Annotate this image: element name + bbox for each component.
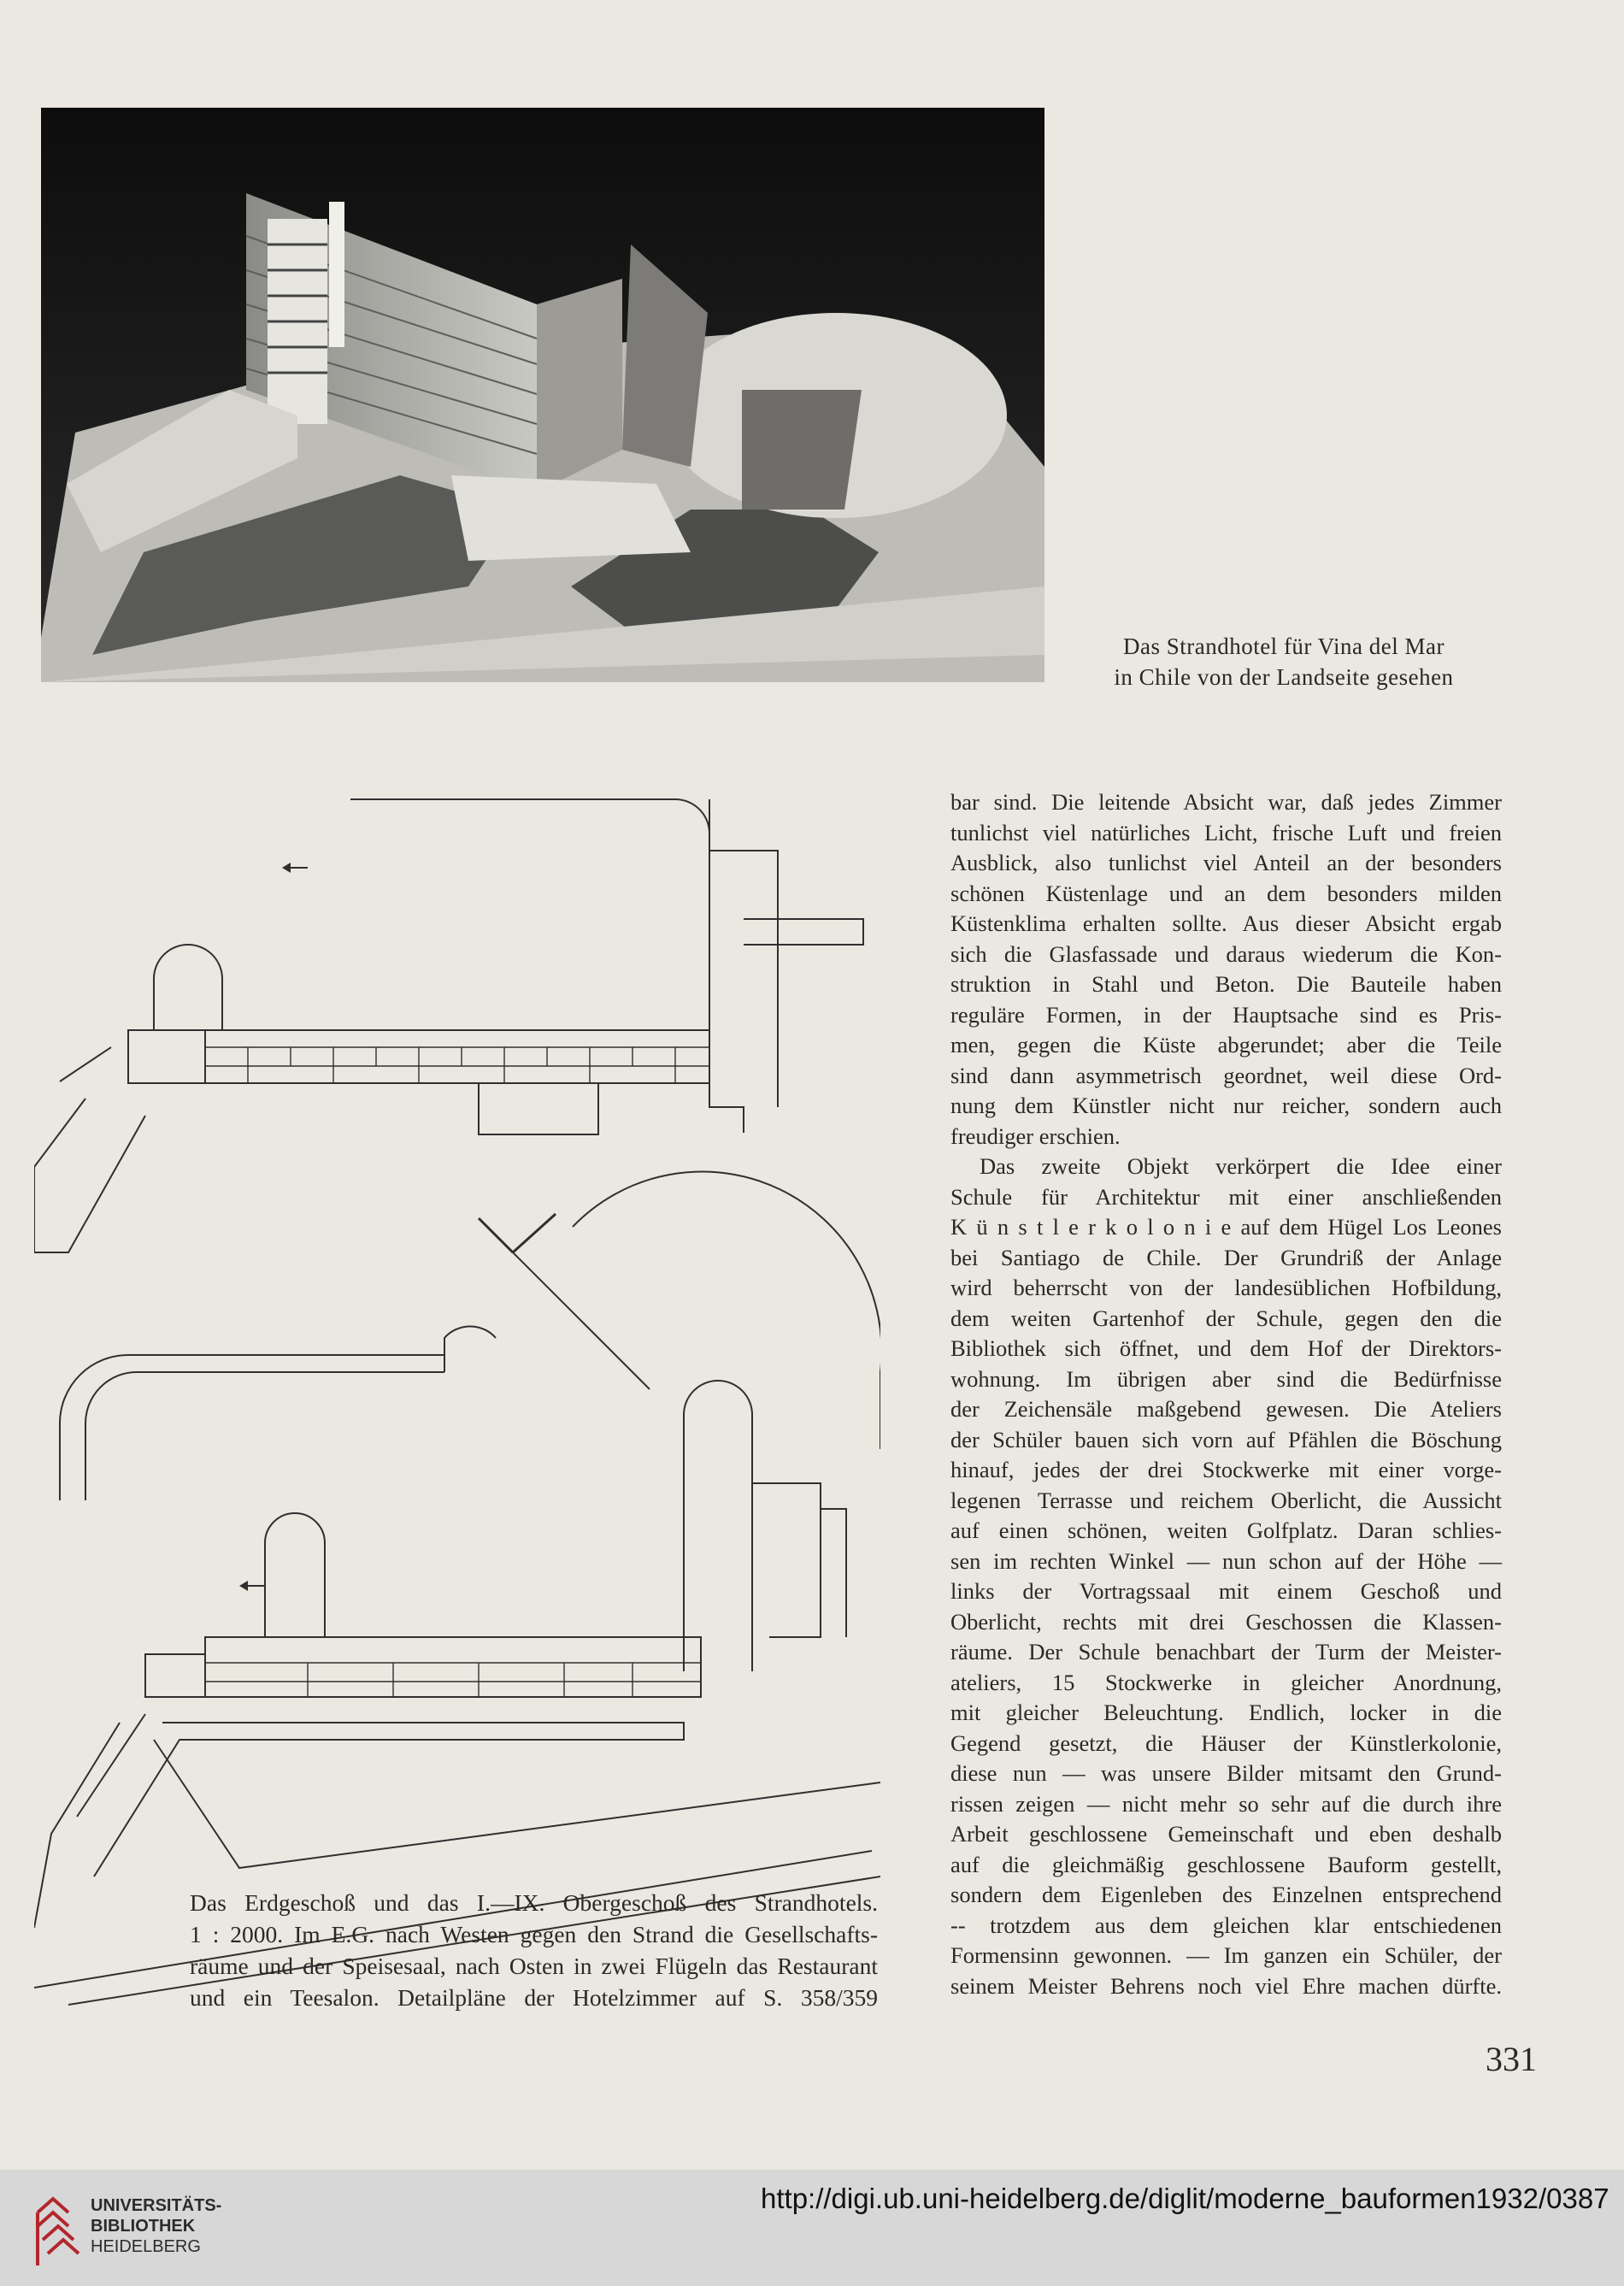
text-line: sen im rechten Winkel — nun schon auf der Höhe — <box>950 1547 1502 1574</box>
plan-caption <box>190 1887 878 2013</box>
text-line: men, gegen die Küste abgerundet; aber die Teile <box>950 1032 1502 1058</box>
text-line: mit gleicher Beleuchtung. Endlich, locker in die <box>950 1700 1502 1725</box>
text-line: reguläre Formen, in der Hauptsache sind es Pris- <box>950 1001 1502 1028</box>
text-line: der Schüler bauen sich vorn auf Pfählen die Böschung <box>950 1426 1502 1452</box>
text-line: bar sind. Die leitende Absicht war, daß jedes Zimmer <box>950 789 1502 815</box>
text-line: Arbeit geschlossene Gemeinschaft und eben deshalb <box>950 1821 1502 1847</box>
text-line: struktion in Stahl und Beton. Die Bauteile haben <box>950 971 1502 997</box>
text-line: dem weiten Gartenhof der Schule, gegen den die <box>950 1305 1502 1331</box>
text-line: freudiger erschien. <box>950 1122 1121 1149</box>
text-line: K ü n s t l e r k o l o n i e auf dem Hügel Los Leones <box>950 1214 1502 1240</box>
text-line: diese nun — was unsere Bilder mitsamt den Grund- <box>950 1760 1502 1786</box>
text-line: räume. Der Schule benachbart der Turm der Meister- <box>950 1639 1502 1664</box>
text-line: wohnung. Im übrigen aber sind die Bedürfnisse <box>950 1365 1502 1392</box>
text-line: seinem Meister Behrens noch viel Ehre machen dürfte. <box>950 1972 1502 1999</box>
text-line: Oberlicht, rechts mit drei Geschossen die Klassen- <box>950 1608 1502 1635</box>
library-logo-icon <box>34 2187 82 2269</box>
photo-caption-line: Das Strandhotel für Vina del Mar <box>1122 633 1445 659</box>
text-line: ateliers, 15 Stockwerke in gleicher Anordnung, <box>950 1669 1502 1695</box>
page-number: 331 <box>1486 2040 1537 2078</box>
text-line: Ausblick, also tunlichst viel Anteil an der besonders <box>950 850 1502 875</box>
text-line: nung dem Künstler nicht nur reicher, sondern auch <box>950 1093 1502 1118</box>
text-line: Formensinn gewonnen. — Im ganzen ein Schüler, der <box>950 1942 1502 1968</box>
plan-caption-line: 1 : 2000. Im E.G. nach Westen gegen den Strand die Gesellschafts- <box>190 1921 878 1947</box>
text-line: links der Vortragssaal mit einem Geschoß und <box>950 1578 1502 1604</box>
text-line: der Zeichensäle maßgebend gewesen. Die Ateliers <box>950 1396 1502 1422</box>
plan-caption-line: und ein Teesalon. Detailpläne der Hotelzimmer auf S. 358/359 <box>190 1984 878 2011</box>
hotel-model-photo <box>41 108 1044 682</box>
text-line: -- trotzdem aus dem gleichen klar entschiedenen <box>950 1912 1502 1938</box>
text-line: sind dann asymmetrisch geordnet, weil diese Ord- <box>950 1062 1502 1088</box>
text-line: legenen Terrasse und reichem Oberlicht, die Aussicht <box>950 1487 1502 1513</box>
logo-line: BIBLIOTHEK <box>91 2217 196 2236</box>
text-line: Küstenklima erhalten sollte. Aus dieser Absicht ergab <box>950 910 1502 936</box>
text-line: auf einen schönen, weiten Golfplatz. Daran schlies- <box>950 1517 1502 1543</box>
text-line: auf die gleichmäßig geschlossene Bauform gestellt, <box>950 1851 1502 1877</box>
text-line: wird beherrscht von der landesüblichen Hofbildung, <box>950 1275 1502 1300</box>
plan-caption-line: räume und der Speisesaal, nach Osten in zwei Flügeln das Restaurant <box>190 1953 878 1979</box>
body-text-column <box>950 787 1502 2001</box>
text-line: tunlichst viel natürliches Licht, frische Luft und freien <box>950 819 1502 845</box>
logo-line: HEIDELBERG <box>91 2237 201 2256</box>
text-line: Das zweite Objekt verkörpert die Idee einer <box>980 1153 1502 1179</box>
photo-caption-line: in Chile von der Landseite gesehen <box>1114 664 1454 690</box>
text-line: bei Santiago de Chile. Der Grundriß der Anlage <box>950 1244 1502 1270</box>
text-line: sich die Glasfassade und daraus wiederum die Kon- <box>950 940 1502 967</box>
text-line: hinauf, jedes der drei Stockwerke mit einer vorge- <box>950 1457 1502 1482</box>
text-line: Schule für Architektur mit einer anschließenden <box>950 1183 1502 1210</box>
text-line: Gegend gesetzt, die Häuser der Künstlerkolonie, <box>950 1729 1502 1756</box>
text-line: schönen Küstenlage und an dem besonders milden <box>950 880 1502 906</box>
library-logo-text[interactable] <box>91 2195 221 2257</box>
text-line: sondern dem Eigenleben des Einzelnen entsprechend <box>950 1882 1502 1907</box>
logo-line: UNIVERSITÄTS- <box>91 2196 222 2215</box>
text-line: rissen zeigen — nicht mehr so sehr auf die durch ihre <box>950 1790 1502 1817</box>
floor-plans <box>34 774 880 2022</box>
text-line: Bibliothek sich öffnet, und dem Hof der Direktors- <box>950 1335 1502 1361</box>
photo-caption <box>1096 631 1472 692</box>
permalink-url[interactable]: http://digi.ub.uni-heidelberg.de/diglit/moderne_bauformen1932/0387 <box>761 2183 1609 2214</box>
plan-caption-line: Das Erdgeschoß und das I.—IX. Obergeschoß des Strandhotels. <box>190 1889 878 1916</box>
